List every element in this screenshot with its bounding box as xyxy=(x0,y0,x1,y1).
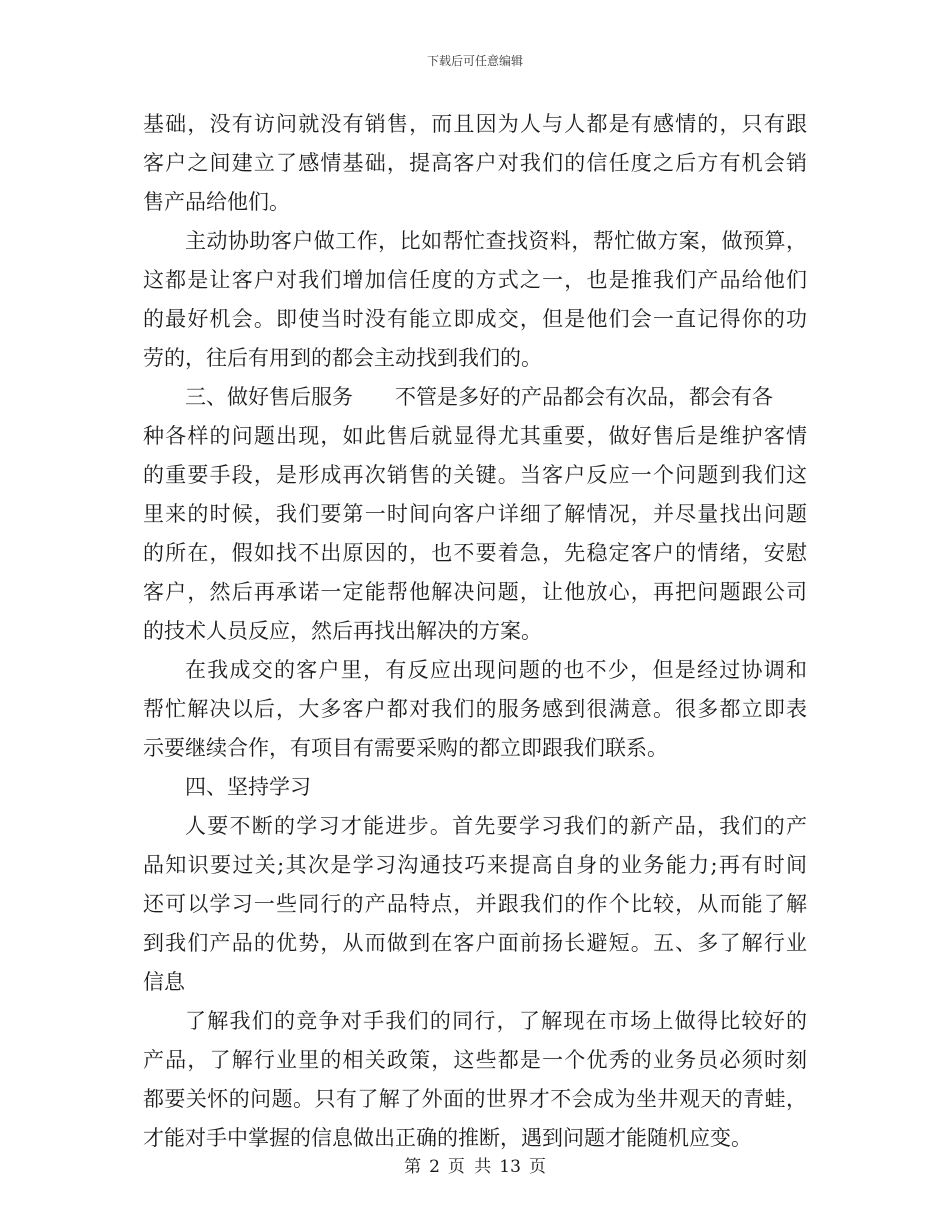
paragraph-line: 主动协助客户做工作，比如帮忙查找资料，帮忙做方案，做预算， xyxy=(185,229,807,253)
paragraph-line: 这都是让客户对我们增加信任度的方式之一，也是推我们产品给他们 xyxy=(143,268,807,292)
document-body xyxy=(143,108,807,1161)
paragraph-line: 客户之间建立了感情基础，提高客户对我们的信任度之后方有机会销 xyxy=(143,151,807,175)
paragraph-line: 了解我们的竞争对手我们的同行，了解现在市场上做得比较好的 xyxy=(185,1009,807,1033)
paragraph-line: 在我成交的客户里，有反应出现问题的也不少，但是经过协调和 xyxy=(185,658,807,682)
paragraph-line: 品知识要过关;其次是学习沟通技巧来提高自身的业务能力;再有时间 xyxy=(143,853,807,877)
page-header-note: 下载后可任意编辑 xyxy=(426,54,523,68)
paragraph-line: 才能对手中掌握的信息做出正确的推断，遇到问题才能随机应变。 xyxy=(143,1126,752,1150)
paragraph-line: 客户，然后再承诺一定能帮他解决问题，让他放心，再把问题跟公司 xyxy=(143,580,807,604)
footer-suffix: 页 xyxy=(528,1157,546,1177)
section-heading-line xyxy=(143,381,807,420)
paragraph-line: 的技术人员反应，然后再找出解决的方案。 xyxy=(143,619,542,643)
paragraph-line: 都要关怀的问题。只有了解了外面的世界才不会成为坐井观天的青蛙， xyxy=(143,1087,807,1111)
paragraph-line: 的最好机会。即使当时没有能立即成交，但是他们会一直记得你的功 xyxy=(143,307,807,331)
footer-page-number: 2 xyxy=(429,1157,440,1177)
paragraph-line: 信息 xyxy=(143,970,185,994)
paragraph-line: 的重要手段，是形成再次销售的关键。当客户反应一个问题到我们这 xyxy=(143,463,807,487)
paragraph-line: 产品，了解行业里的相关政策，这些都是一个优秀的业务员必须时刻 xyxy=(143,1048,807,1072)
paragraph-line: 人要不断的学习才能进步。首先要学习我们的新产品，我们的产 xyxy=(185,814,807,838)
section-heading: 四、坚持学习 xyxy=(185,775,311,799)
footer-prefix: 第 xyxy=(404,1157,422,1177)
section-heading: 三、做好售后服务 xyxy=(185,385,353,409)
paragraph-line: 售产品给他们。 xyxy=(143,190,290,214)
paragraph-line: 到我们产品的优势，从而做到在客户面前扬长避短。五、多了解行业 xyxy=(143,931,807,955)
paragraph-line: 帮忙解决以后，大多客户都对我们的服务感到很满意。很多都立即表 xyxy=(143,697,807,721)
page-footer xyxy=(0,1156,950,1178)
footer-middle: 页 共 xyxy=(447,1157,492,1177)
paragraph-line: 还可以学习一些同行的产品特点，并跟我们的作个比较，从而能了解 xyxy=(143,892,807,916)
paragraph-line: 示要继续合作，有项目有需要采购的都立即跟我们联系。 xyxy=(143,736,668,760)
section-intro-text: 不管是多好的产品都会有次品，都会有各 xyxy=(395,385,773,409)
paragraph-line: 的所在，假如找不出原因的，也不要着急，先稳定客户的情绪，安慰 xyxy=(143,541,807,565)
footer-total-pages: 13 xyxy=(499,1157,521,1177)
paragraph-line: 种各样的问题出现，如此售后就显得尤其重要，做好售后是维护客情 xyxy=(143,424,807,448)
paragraph-line: 基础，没有访问就没有销售，而且因为人与人都是有感情的，只有跟 xyxy=(143,112,807,136)
paragraph-line: 里来的时候，我们要第一时间向客户详细了解情况，并尽量找出问题 xyxy=(143,502,807,526)
paragraph-line: 劳的，往后有用到的都会主动找到我们的。 xyxy=(143,346,542,370)
